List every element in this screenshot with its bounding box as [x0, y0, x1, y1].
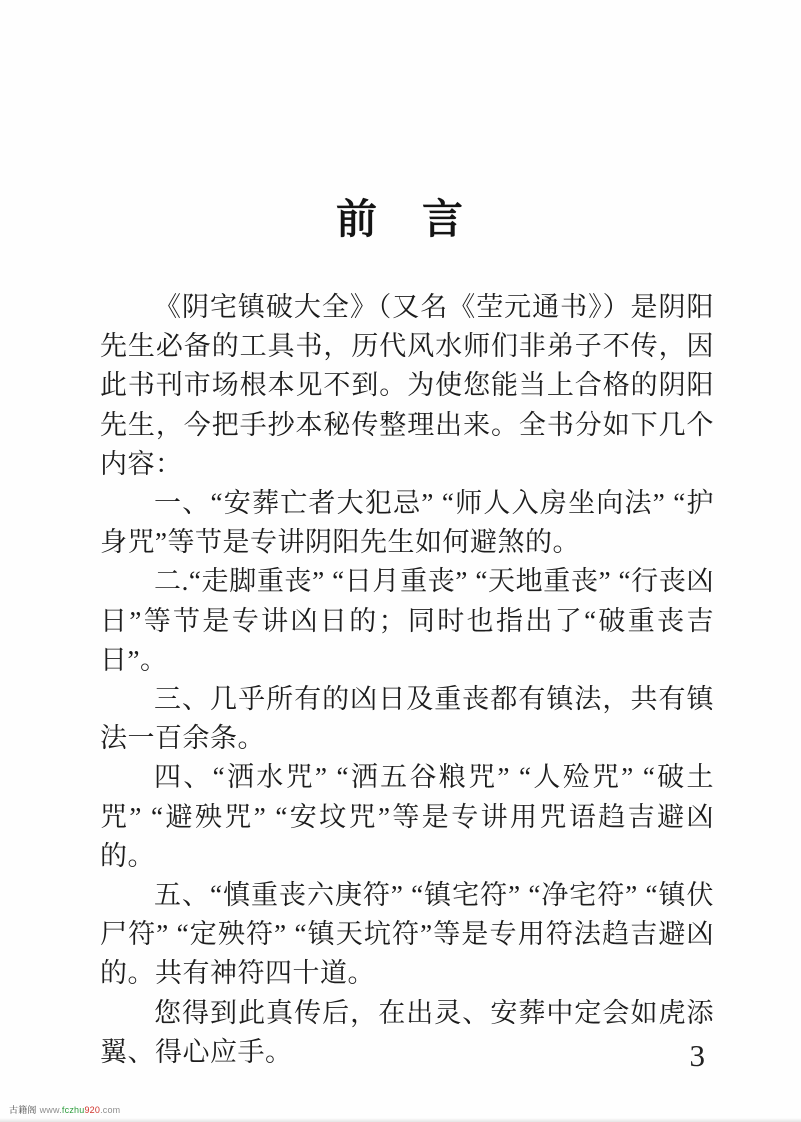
watermark-url-suffix: .com [100, 1105, 121, 1115]
paragraph: 一、“安葬亡者大犯忌” “师人入房坐向法” “护身咒”等节是专讲阴阳先生如何避煞的。 [100, 488, 714, 558]
watermark [9, 1103, 120, 1116]
watermark-url-prefix: www. [39, 1105, 62, 1115]
paragraph: 三、几乎所有的凶日及重丧都有镇法，共有镇法一百余条。 [100, 684, 714, 754]
body-text [100, 288, 714, 1072]
page-number: 3 [689, 1038, 705, 1073]
watermark-site-name: 古籍阁 [9, 1105, 37, 1115]
paragraph: 四、“洒水咒” “洒五谷粮咒” “人殓咒” “破土咒” “避殃咒” “安坟咒”等是专讲用咒语趋吉避凶的。 [100, 762, 714, 871]
watermark-url-red: 920 [84, 1105, 101, 1115]
paragraph: 《阴宅镇破大全》（又名《茔元通书》）是阴阳先生必备的工具书，历代风水师们非弟子不传，因此书刊市场根本见不到。为使您能当上合格的阴阳先生，今把手抄本秘传整理出来。全书分如下几个内容： [100, 292, 714, 479]
paragraph: 五、“慎重丧六庚符” “镇宅符” “净宅符” “镇伏尸符” “定殃符” “镇天坑符”等是专用符法趋吉避凶的。共有神符四十道。 [100, 880, 714, 989]
paragraph: 二.“走脚重丧” “日月重丧” “天地重丧” “行丧凶日”等节是专讲凶日的；同时也指出了“破重丧吉日”。 [100, 566, 714, 675]
watermark-url-green: fczhu [61, 1105, 85, 1115]
page-title: 前 言 [336, 196, 465, 242]
paragraph: 您得到此真传后，在出灵、安葬中定会如虎添翼、得心应手。 [100, 997, 714, 1067]
